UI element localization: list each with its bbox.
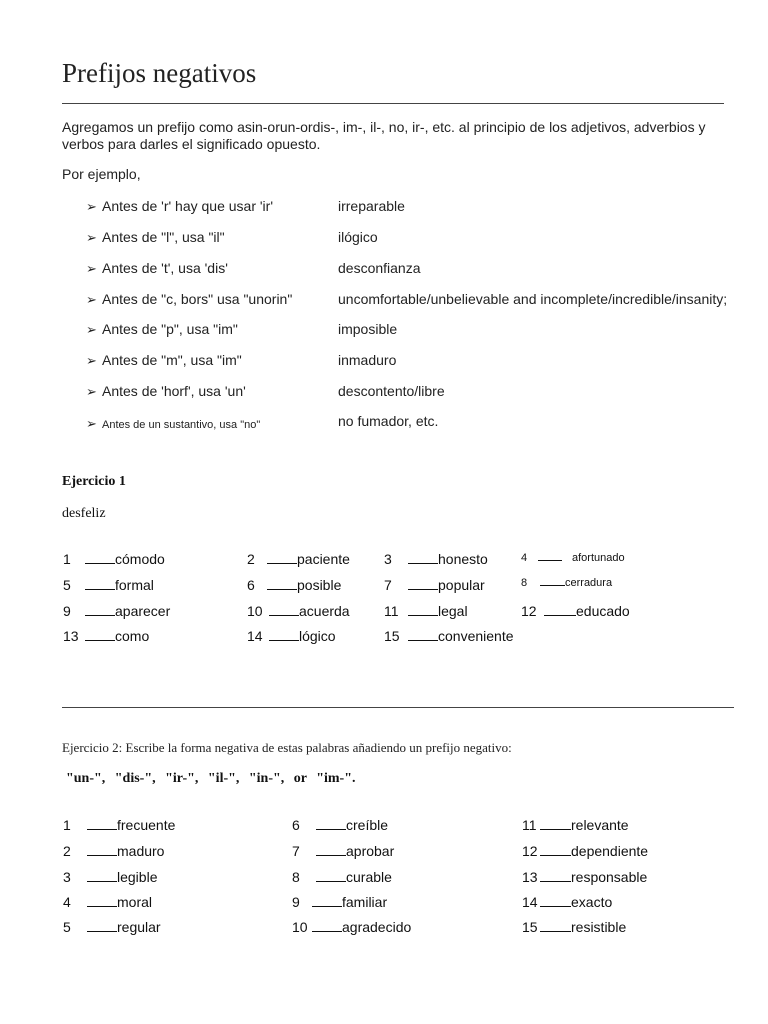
- exercise-1-item: 2 paciente: [247, 551, 350, 567]
- answer-blank[interactable]: [540, 844, 571, 856]
- exercise-2-item: 5 regular: [63, 919, 161, 935]
- arrow-bullet-icon: ➢: [86, 292, 97, 307]
- answer-blank[interactable]: [85, 578, 115, 590]
- rule-example: irreparable: [338, 198, 405, 214]
- answer-blank[interactable]: [408, 604, 438, 616]
- answer-blank[interactable]: [87, 844, 117, 856]
- exercise-2-item: 12 dependiente: [522, 843, 649, 859]
- rule-example: no fumador, etc.: [338, 413, 439, 429]
- exercise-1-item: 5 formal: [63, 577, 154, 593]
- exercise-1-item: 3 honesto: [384, 551, 488, 567]
- rule-text: Antes de 'horf', usa 'un': [102, 383, 246, 399]
- rule-item: [86, 321, 238, 338]
- arrow-bullet-icon: ➢: [86, 384, 97, 399]
- exercise-1-item: 14 lógico: [247, 628, 336, 644]
- arrow-bullet-icon: ➢: [86, 353, 97, 368]
- arrow-bullet-icon: ➢: [86, 261, 97, 276]
- answer-blank[interactable]: [538, 551, 562, 561]
- exercise-2-title: Ejercicio 2: Escribe la forma negativa de estas palabras añadiendo un prefijo negativo:: [62, 740, 512, 755]
- exercise-1-item: 9 aparecer: [63, 603, 171, 619]
- rule-text: Antes de "m", usa "im": [102, 352, 242, 368]
- answer-blank[interactable]: [540, 920, 571, 932]
- answer-blank[interactable]: [87, 920, 117, 932]
- rule-example: inmaduro: [338, 352, 397, 368]
- answer-blank[interactable]: [408, 552, 438, 564]
- answer-blank[interactable]: [316, 870, 346, 882]
- answer-blank[interactable]: [540, 818, 571, 830]
- rule-item: [86, 352, 242, 369]
- exercise-1-item: 4 afortunado: [521, 552, 625, 564]
- answer-blank[interactable]: [269, 604, 299, 616]
- exercise-2-item: 10 agradecido: [292, 919, 412, 935]
- rule-text: Antes de "c, bors" usa "unorin": [102, 291, 293, 307]
- rule-example: ilógico: [338, 229, 378, 245]
- answer-blank[interactable]: [316, 844, 346, 856]
- section-divider: [62, 707, 734, 708]
- rule-example: desconfianza: [338, 260, 421, 276]
- answer-blank[interactable]: [316, 818, 346, 830]
- answer-blank[interactable]: [87, 818, 117, 830]
- answer-blank[interactable]: [85, 552, 115, 564]
- exercise-1-item: 11 legal: [384, 603, 468, 619]
- answer-blank[interactable]: [540, 576, 565, 586]
- answer-blank[interactable]: [269, 629, 299, 641]
- answer-blank[interactable]: [87, 895, 117, 907]
- exercise-2-item: 2 maduro: [63, 843, 165, 859]
- rule-item: [86, 383, 246, 400]
- exercise-2-item: 8 curable: [292, 869, 392, 885]
- rule-text: Antes de 't', usa 'dis': [102, 260, 228, 276]
- exercise-2-item: 13 responsable: [522, 869, 648, 885]
- exercise-2-item: 6 creíble: [292, 817, 389, 833]
- exercise-1-item: 6 posible: [247, 577, 342, 593]
- rule-item: [86, 291, 292, 308]
- arrow-bullet-icon: ➢: [86, 322, 97, 337]
- rule-example: descontento/libre: [338, 383, 445, 399]
- rule-item: [86, 198, 273, 215]
- exercise-2-item: 4 moral: [63, 894, 153, 910]
- exercise-1-item: 1 cómodo: [63, 551, 165, 567]
- exercise-1-item: 12 educado: [521, 603, 630, 619]
- intro-paragraph: Agregamos un prefijo como asin-orun-ordis-, im-, il-, no, ir-, etc. al principio de los adjetivos, adverbios y verbos para darles el significado opuesto.: [62, 119, 706, 152]
- exercise-2-item: 7 aprobar: [292, 843, 395, 859]
- exercise-2-item: 1 frecuente: [63, 817, 176, 833]
- exercise-2-item: 3 legible: [63, 869, 158, 885]
- answer-blank[interactable]: [408, 578, 438, 590]
- answer-blank[interactable]: [312, 920, 342, 932]
- title-divider: [62, 103, 724, 104]
- rule-text: Antes de "p", usa "im": [102, 321, 238, 337]
- exercise-1-item: 13 como: [63, 628, 150, 644]
- answer-blank[interactable]: [408, 629, 438, 641]
- exercise-1-item: 10 acuerda: [247, 603, 350, 619]
- exercise-1-item: 7 popular: [384, 577, 485, 593]
- page-title: Prefijos negativos: [62, 58, 257, 88]
- answer-blank[interactable]: [85, 604, 115, 616]
- rule-item: [86, 229, 225, 246]
- answer-blank[interactable]: [85, 629, 115, 641]
- answer-blank[interactable]: [540, 870, 571, 882]
- exercise-2-item: 15 resistible: [522, 919, 627, 935]
- rule-text: Antes de "l", usa "il": [102, 229, 225, 245]
- exercise-2-item: 11 relevante: [522, 817, 629, 833]
- rule-example: imposible: [338, 321, 398, 337]
- exercise-2-prefixes: "un-", "dis-", "ir-", "il-", "in-", or "im-".: [66, 771, 356, 786]
- answer-blank[interactable]: [312, 895, 342, 907]
- exercise-1-example: desfeliz: [62, 506, 106, 521]
- exercise-1-title: Ejercicio 1: [62, 474, 126, 489]
- answer-blank[interactable]: [87, 870, 117, 882]
- arrow-bullet-icon: ➢: [86, 416, 97, 431]
- exercise-2-item: 9 familiar: [292, 894, 388, 910]
- rule-item: [86, 260, 228, 277]
- exercise-2-item: 14 exacto: [522, 894, 613, 910]
- rule-item: [86, 415, 260, 432]
- exercise-1-item: 15 conveniente: [384, 628, 514, 644]
- answer-blank[interactable]: [544, 604, 576, 616]
- exercise-1-item: 8 cerradura: [521, 577, 613, 589]
- answer-blank[interactable]: [267, 552, 297, 564]
- rule-text: Antes de 'r' hay que usar 'ir': [102, 198, 274, 214]
- por-ejemplo-label: Por ejemplo,: [62, 166, 141, 182]
- answer-blank[interactable]: [267, 578, 297, 590]
- rule-example: uncomfortable/unbelievable and incomplete/incredible/insanity;: [338, 291, 728, 307]
- rule-text: Antes de un sustantivo, usa "no": [102, 419, 261, 431]
- arrow-bullet-icon: ➢: [86, 199, 97, 214]
- answer-blank[interactable]: [540, 895, 571, 907]
- arrow-bullet-icon: ➢: [86, 230, 97, 245]
